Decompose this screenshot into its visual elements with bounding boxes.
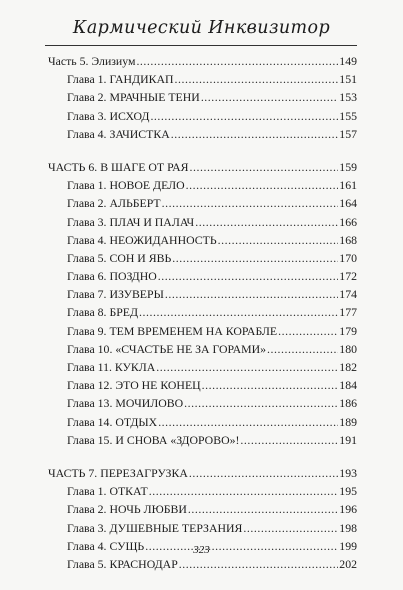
page-number: 177 xyxy=(339,305,357,320)
dot-leader xyxy=(162,194,339,212)
part-title: ЧАСТЬ 7. ПЕРЕЗАГРУЗКА xyxy=(48,465,188,480)
chapter-title: Глава 10. «СЧАСТЬЕ НЕ ЗА ГОРАМИ» xyxy=(67,341,267,356)
page-number: 155 xyxy=(339,108,357,123)
chapter-title: Глава 4. ЗАЧИСТКА xyxy=(67,126,170,141)
toc-chapter-entry xyxy=(48,125,357,143)
page-number: 186 xyxy=(339,396,357,411)
toc-chapter-entry xyxy=(48,176,357,194)
dot-leader xyxy=(201,88,338,106)
chapter-title: Глава 1. НОВОЕ ДЕЛО xyxy=(67,178,185,193)
page-number: 151 xyxy=(339,72,357,87)
page-number: 202 xyxy=(339,556,357,571)
toc-chapter-entry xyxy=(48,70,357,88)
dot-leader xyxy=(278,322,338,340)
page-number: 174 xyxy=(339,287,357,302)
chapter-title: Глава 4. НЕОЖИДАННОСТЬ xyxy=(67,232,217,247)
chapter-title: Глава 4. СУЩЬ xyxy=(67,538,145,553)
part-title: Часть 5. Элизиум xyxy=(48,54,136,68)
toc-chapter-entry xyxy=(48,213,357,231)
page-number: 172 xyxy=(339,269,357,284)
dot-leader xyxy=(150,107,338,125)
chapter-title: Глава 2. МРАЧНЫЕ ТЕНИ xyxy=(67,90,200,105)
dot-leader xyxy=(195,213,338,231)
dot-leader xyxy=(165,285,338,303)
toc-chapter-entry xyxy=(48,358,357,376)
toc-chapter-entry xyxy=(48,519,357,537)
dot-leader xyxy=(136,52,338,70)
chapter-title: Глава 1. ГАНДИКАП xyxy=(67,72,174,87)
dot-leader xyxy=(158,267,339,285)
toc-chapter-entry xyxy=(48,500,357,518)
running-header: Кармический Инквизитор xyxy=(72,18,331,38)
chapter-title: Глава 2. НОЧЬ ЛЮБВИ xyxy=(67,502,187,517)
page-number: 170 xyxy=(339,250,357,265)
page-folio: 323 xyxy=(193,544,210,556)
toc-chapter-entry xyxy=(48,88,357,106)
page-number: 164 xyxy=(339,196,357,211)
chapter-title: Глава 9. ТЕМ ВРЕМЕНЕМ НА КОРАБЛЕ xyxy=(67,323,278,338)
toc-part-entry xyxy=(48,52,357,70)
page-number: 184 xyxy=(339,378,357,393)
page-number: 179 xyxy=(339,323,357,338)
page-number: 159 xyxy=(339,159,357,174)
dot-leader xyxy=(156,358,338,376)
dot-leader xyxy=(149,482,339,500)
toc-chapter-entry xyxy=(48,376,357,394)
toc-chapter-entry xyxy=(48,249,357,267)
dot-leader xyxy=(218,231,339,249)
chapter-title: Глава 6. ПОЗДНО xyxy=(67,269,157,284)
toc-chapter-entry xyxy=(48,303,357,321)
toc-part-entry xyxy=(48,464,357,482)
chapter-title: Глава 1. ОТКАТ xyxy=(67,484,148,499)
dot-leader xyxy=(158,413,338,431)
page-number: 198 xyxy=(339,520,357,535)
toc-part-entry xyxy=(48,158,357,176)
chapter-title: Глава 8. БРЕД xyxy=(67,305,139,320)
toc-chapter-entry xyxy=(48,431,357,449)
toc-chapter-entry xyxy=(48,322,357,340)
dot-leader xyxy=(186,176,339,194)
chapter-title: Глава 7. ИЗУВЕРЫ xyxy=(67,287,164,302)
chapter-title: Глава 2. АЛЬБЕРТ xyxy=(67,196,161,211)
page-number: 182 xyxy=(339,360,357,374)
chapter-title: Глава 15. И СНОВА «ЗДОРОВО»! xyxy=(67,432,240,447)
toc-chapter-entry xyxy=(48,555,357,573)
chapter-title: Глава 3. ИСХОД xyxy=(67,108,150,123)
toc-chapter-entry xyxy=(48,340,357,358)
chapter-title: Глава 11. КУКЛА xyxy=(67,360,156,374)
toc-chapter-entry xyxy=(48,231,357,249)
chapter-title: Глава 3. ДУШЕВНЫЕ ТЕРЗАНИЯ xyxy=(67,520,243,535)
dot-leader xyxy=(240,431,338,449)
page-number: 195 xyxy=(339,484,357,499)
dot-leader xyxy=(243,519,338,537)
page-number: 161 xyxy=(339,178,357,193)
toc-chapter-entry xyxy=(48,413,357,431)
chapter-title: Глава 3. ПЛАЧ И ПАЛАЧ xyxy=(67,214,195,229)
dot-leader xyxy=(189,464,338,482)
chapter-title: Глава 14. ОТДЫХ xyxy=(67,414,158,429)
section-spacer xyxy=(48,143,357,158)
page-number: 191 xyxy=(339,432,357,447)
dot-leader xyxy=(188,500,338,518)
dot-leader xyxy=(175,70,339,88)
page-number: 199 xyxy=(339,538,357,553)
toc-chapter-entry xyxy=(48,194,357,212)
page-number: 157 xyxy=(339,126,357,141)
dot-leader xyxy=(184,394,338,412)
dot-leader xyxy=(171,125,339,143)
page-number: 189 xyxy=(339,414,357,429)
page-number: 168 xyxy=(339,232,357,247)
part-title: ЧАСТЬ 6. В ШАГЕ ОТ РАЯ xyxy=(48,159,189,174)
page-number: 166 xyxy=(339,214,357,229)
page-number: 149 xyxy=(339,54,357,68)
chapter-title: Глава 5. СОН И ЯВЬ xyxy=(67,250,172,265)
table-of-contents xyxy=(48,52,357,573)
dot-leader xyxy=(202,376,339,394)
dot-leader xyxy=(179,555,339,573)
page-number: 153 xyxy=(339,90,357,105)
page-number: 196 xyxy=(339,502,357,517)
toc-chapter-entry xyxy=(48,482,357,500)
dot-leader xyxy=(172,249,338,267)
chapter-title: Глава 5. КРАСНОДАР xyxy=(67,556,178,571)
dot-leader xyxy=(267,340,338,358)
section-spacer xyxy=(48,449,357,464)
chapter-title: Глава 13. МОЧИЛОВО xyxy=(67,396,184,411)
toc-chapter-entry xyxy=(48,107,357,125)
toc-chapter-entry xyxy=(48,267,357,285)
dot-leader xyxy=(139,303,338,321)
toc-chapter-entry xyxy=(48,394,357,412)
toc-chapter-entry xyxy=(48,285,357,303)
page-number: 193 xyxy=(339,465,357,480)
page-number: 180 xyxy=(339,341,357,356)
dot-leader xyxy=(190,158,339,176)
header-rule xyxy=(45,45,357,46)
chapter-title: Глава 12. ЭТО НЕ КОНЕЦ xyxy=(67,378,201,393)
